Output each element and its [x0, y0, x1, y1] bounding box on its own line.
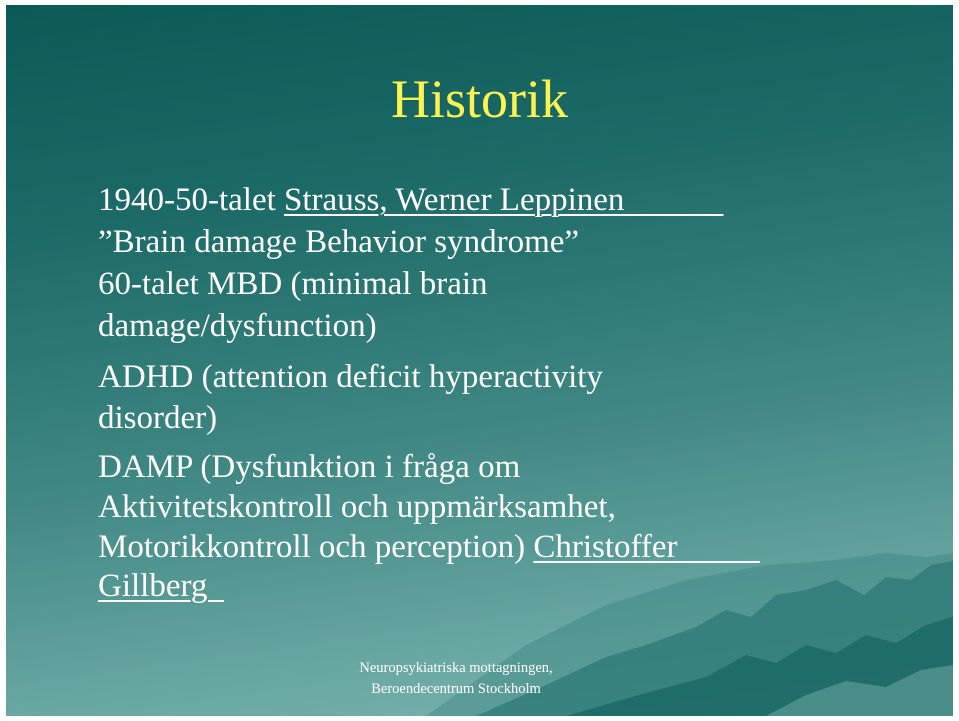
slide — [6, 5, 953, 716]
christoffer-link[interactable]: Christoffer — [533, 529, 761, 565]
footer-line-1: Neuropsykiatriska mottagningen, — [359, 660, 553, 676]
strauss-leppinen-link[interactable]: Strauss, Werner Leppinen — [284, 182, 724, 218]
text-line-7: DAMP (Dysfunktion i fråga om — [98, 449, 521, 485]
text-line-6: disorder) — [98, 400, 218, 436]
text-line-1 — [98, 180, 723, 220]
text-line-4: damage/dysfunction) — [98, 308, 377, 344]
text-line-2: ”Brain damage Behavior syndrome” — [98, 224, 580, 260]
gillberg-link[interactable]: Gillberg — [98, 568, 224, 604]
slide-title: Historik — [390, 69, 568, 129]
text-line-9-plain: Motorikkontroll och perception) — [98, 529, 534, 565]
text-line-10 — [98, 566, 224, 606]
text-line-5: ADHD (attention deficit hyperactivity — [98, 359, 603, 395]
text-line-1-plain: 1940-50-talet — [98, 182, 285, 218]
text-line-8: Aktivitetskontroll och uppmärksamhet, — [98, 489, 616, 525]
text-line-3: 60-talet MBD (minimal brain — [98, 266, 488, 302]
text-line-9 — [98, 527, 760, 567]
footer-line-2: Beroendecentrum Stockholm — [371, 681, 541, 697]
